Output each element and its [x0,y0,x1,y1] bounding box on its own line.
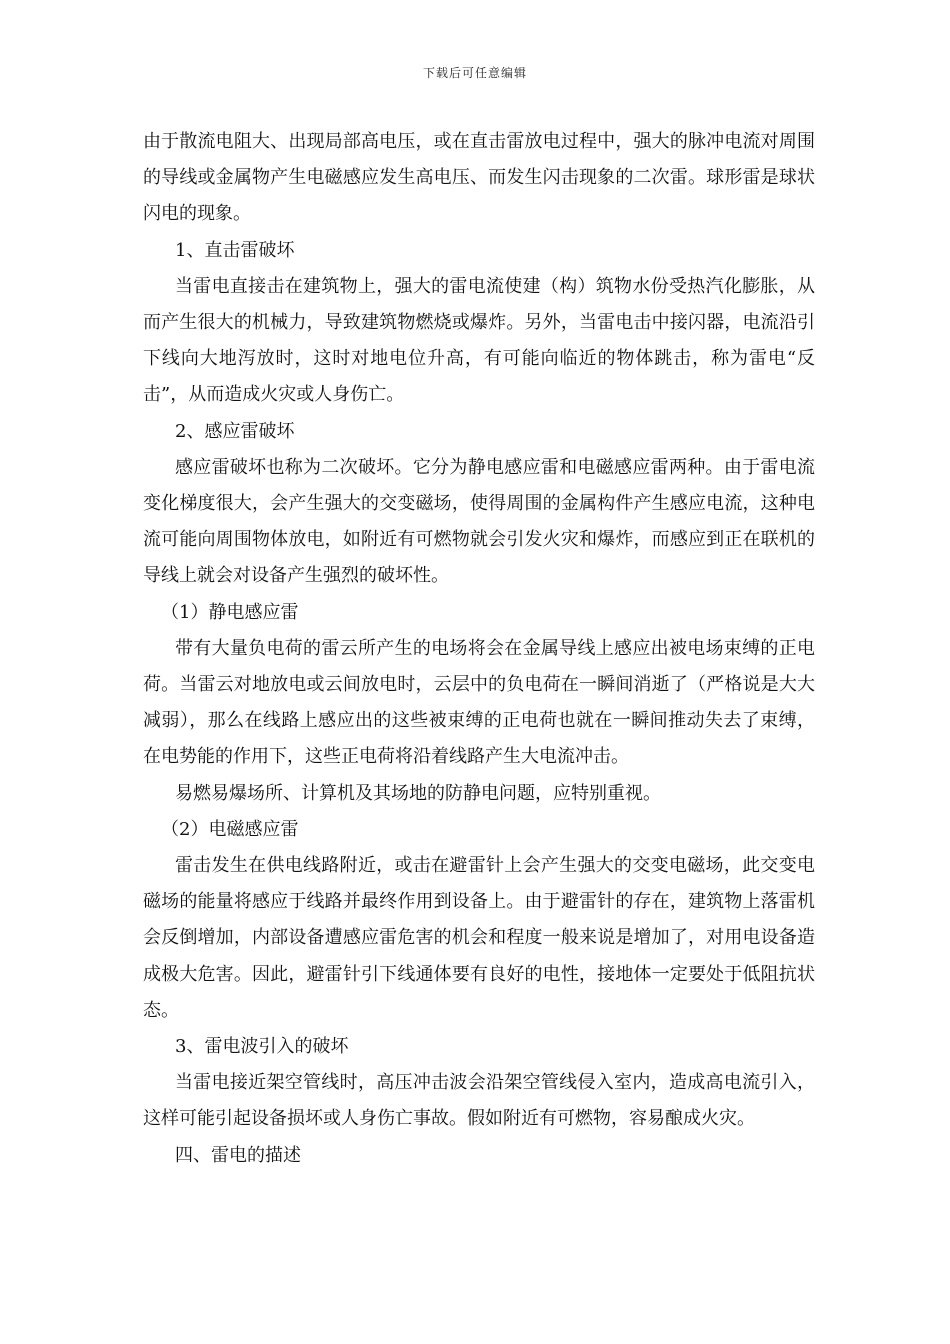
paragraph-direct-lightning-damage: 当雷电直接击在建筑物上，强大的雷电流使建（构）筑物水份受热汽化膨胀，从而产生很大的机械力，导致建筑物燃烧或爆炸。另外，当雷电击中接闪器，电流沿引下线向大地泻放时，这时对地电位升高，有可能向临近的物体跳击，称为雷电“反击”，从而造成火灾或人身伤亡。 [143,275,815,406]
paragraph-induced-lightning-damage: 感应雷破坏也称为二次破坏。它分为静电感应雷和电磁感应雷两种。由于雷电流变化梯度很大，会产生强大的交变磁场，使得周围的金属构件产生感应电流，这种电流可能向周围物体放电，如附近有可燃物就会引发火灾和爆炸，而感应到正在联机的导线上就会对设备产生强烈的破坏性。 [143,456,815,587]
paragraph-antistatic-note: 易燃易爆场所、计算机及其场地的防静电问题，应特别重视。 [175,782,661,804]
heading-direct-lightning-damage: 1、直击雷破坏 [175,239,295,261]
paragraph-secondary-lightning-intro: 由于散流电阻大、出现局部高电压，或在直击雷放电过程中，强大的脉冲电流对周围的导线或金属物产生电磁感应发生高电压、而发生闪击现象的二次雷。球形雷是球状闪电的现象。 [143,131,815,225]
heading-lightning-wave-damage: 3、雷电波引入的破坏 [175,1036,349,1058]
document-body [143,124,815,1174]
heading-electromagnetic-induction: （2）电磁感应雷 [161,818,299,840]
paragraph-electromagnetic-induction: 雷击发生在供电线路附近，或击在避雷针上会产生强大的交变电磁场，此交变电磁场的能量将感应于线路并最终作用到设备上。由于避雷针的存在，建筑物上落雷机会反倒增加，内部设备遭感应雷危害的机会和程度一般来说是增加了，对用电设备造成极大危害。因此，避雷针引下线通体要有良好的电性，接地体一定要处于低阻抗状态。 [143,855,815,1021]
heading-lightning-description: 四、雷电的描述 [175,1144,301,1166]
paragraph-lightning-wave-damage: 当雷电接近架空管线时，高压冲击波会沿架空管线侵入室内，造成高电流引入，这样可能引起设备损坏或人身伤亡事故。假如附近有可燃物，容易酿成火灾。 [143,1072,815,1130]
page-header-note: 下载后可任意编辑 [422,66,527,80]
paragraph-electrostatic-induction: 带有大量负电荷的雷云所产生的电场将会在金属导线上感应出被电场束缚的正电荷。当雷云对地放电或云间放电时，云层中的负电荷在一瞬间消逝了（严格说是大大减弱），那么在线路上感应出的这些被束缚的正电荷也就在一瞬间推动失去了束缚，在电势能的作用下，这些正电荷将沿着线路产生大电流冲击。 [143,637,815,768]
heading-induced-lightning-damage: 2、感应雷破坏 [175,420,295,442]
heading-electrostatic-induction: （1）静电感应雷 [161,601,299,623]
